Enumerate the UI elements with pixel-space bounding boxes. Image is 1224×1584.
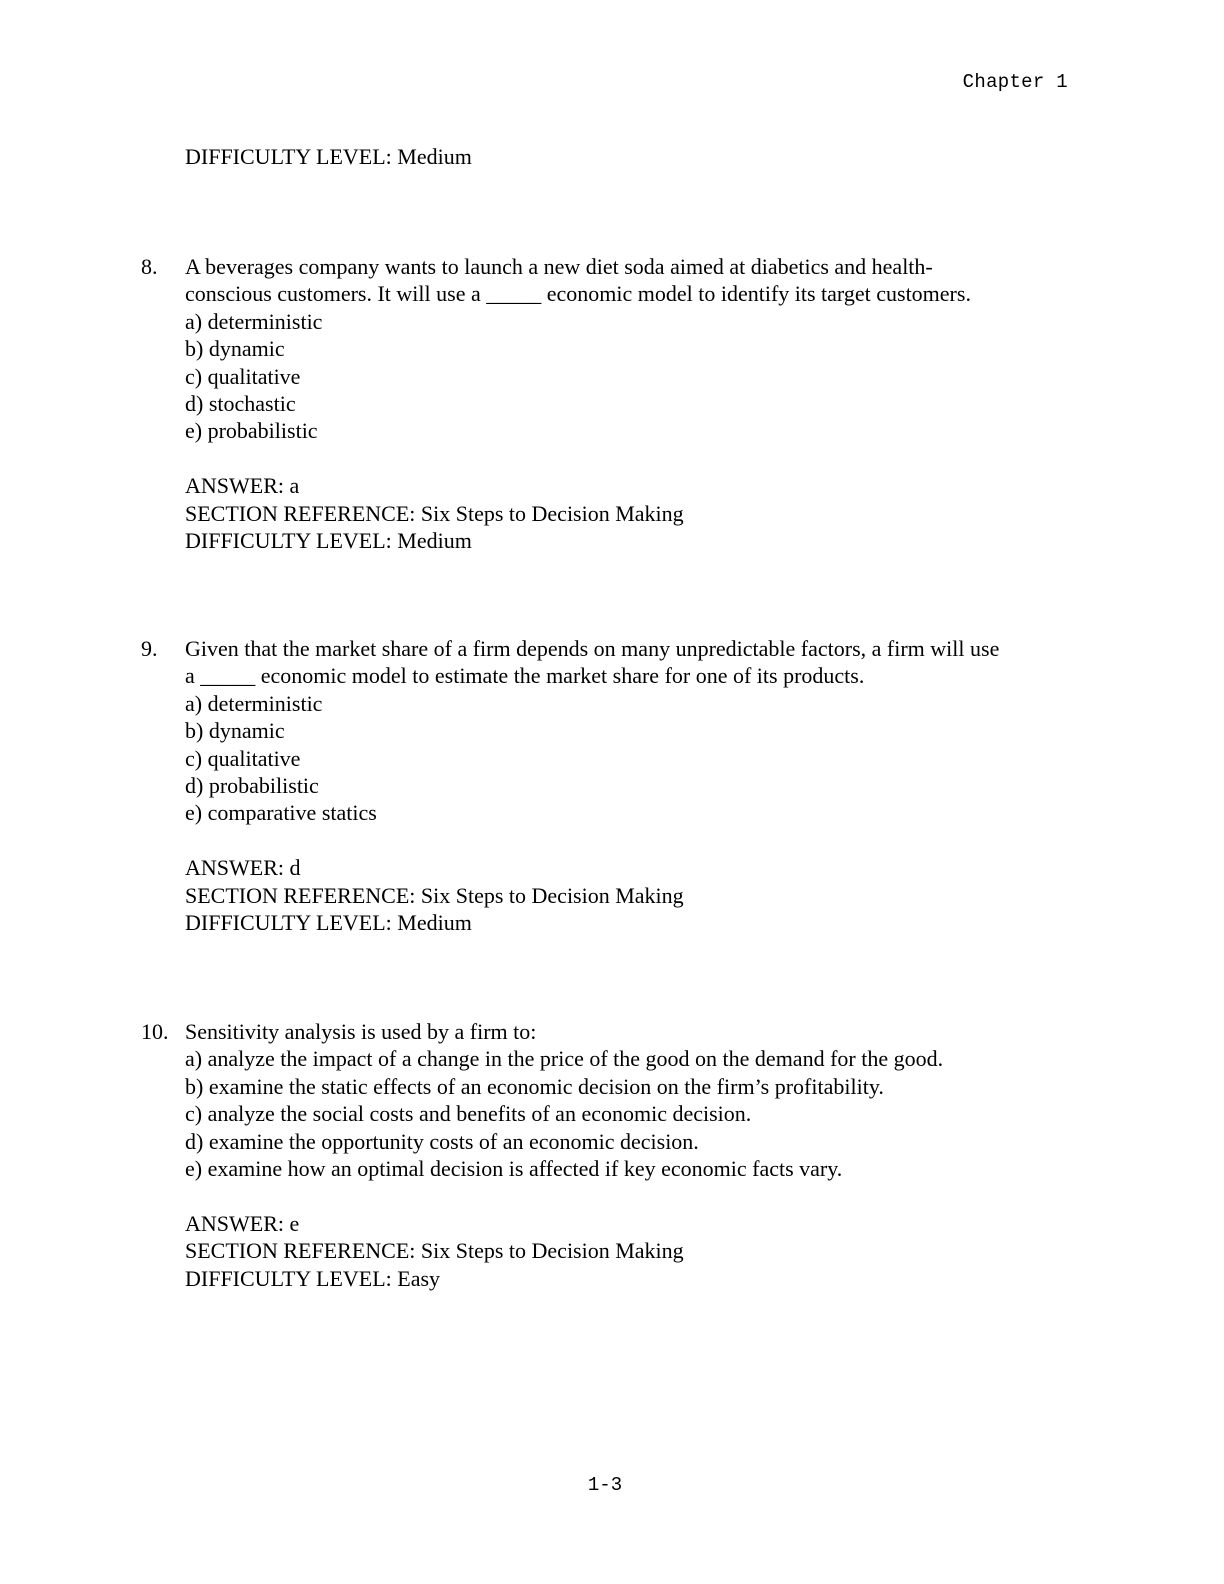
question-stem-line: Given that the market share of a firm depends on many unpredictable factors, a firm will use (185, 636, 1000, 661)
previous-question-tail (185, 143, 1085, 170)
answer-option: c) qualitative (185, 363, 301, 389)
answer-option: d) probabilistic (185, 772, 319, 798)
question-number: 8. (141, 254, 158, 279)
answer-option: a) analyze the impact of a change in the price of the good on the demand for the good. (185, 1046, 944, 1072)
answer-option: e) probabilistic (185, 418, 318, 444)
chapter-header: Chapter 1 (962, 71, 1068, 93)
answer-option: b) dynamic (185, 718, 285, 744)
answer-key: ANSWER: a (185, 473, 300, 499)
question-stem-line: a _____ economic model to estimate the market share for one of its products. (185, 663, 865, 689)
answer-option: e) comparative statics (185, 800, 377, 826)
section-reference: SECTION REFERENCE: Six Steps to Decision Making (185, 882, 684, 908)
question-stem-line: conscious customers. It will use a _____ economic model to identify its target customers. (185, 281, 971, 307)
answer-key: ANSWER: d (185, 855, 301, 881)
answer-option: d) stochastic (185, 390, 296, 416)
answer-key: ANSWER: e (185, 1210, 300, 1236)
section-reference: SECTION REFERENCE: Six Steps to Decision Making (185, 500, 684, 526)
answer-option: e) examine how an optimal decision is affected if key economic facts vary. (185, 1155, 843, 1181)
answer-option: a) deterministic (185, 690, 323, 716)
difficulty-level: DIFFICULTY LEVEL: Easy (185, 1265, 441, 1291)
question-8 (141, 253, 1085, 554)
question-stem-line: Sensitivity analysis is used by a firm to: (185, 1019, 537, 1044)
question-10 (141, 1018, 1085, 1292)
page-number: 1-3 (587, 1474, 623, 1496)
question-number: 10. (141, 1019, 169, 1044)
question-number: 9. (141, 636, 158, 661)
question-9 (141, 635, 1085, 936)
answer-option: c) analyze the social costs and benefits of an economic decision. (185, 1101, 752, 1127)
difficulty-level: DIFFICULTY LEVEL: Medium (185, 527, 472, 553)
section-reference: SECTION REFERENCE: Six Steps to Decision Making (185, 1238, 684, 1264)
answer-option: a) deterministic (185, 308, 323, 334)
answer-option: c) qualitative (185, 745, 301, 771)
question-stem-line: A beverages company wants to launch a new diet soda aimed at diabetics and health- (185, 254, 933, 279)
answer-option: b) dynamic (185, 336, 285, 362)
answer-option: b) examine the static effects of an economic decision on the firm’s profitability. (185, 1073, 884, 1099)
difficulty-level: DIFFICULTY LEVEL: Medium (185, 909, 472, 935)
answer-option: d) examine the opportunity costs of an economic decision. (185, 1128, 699, 1154)
difficulty-level: DIFFICULTY LEVEL: Medium (185, 144, 472, 169)
